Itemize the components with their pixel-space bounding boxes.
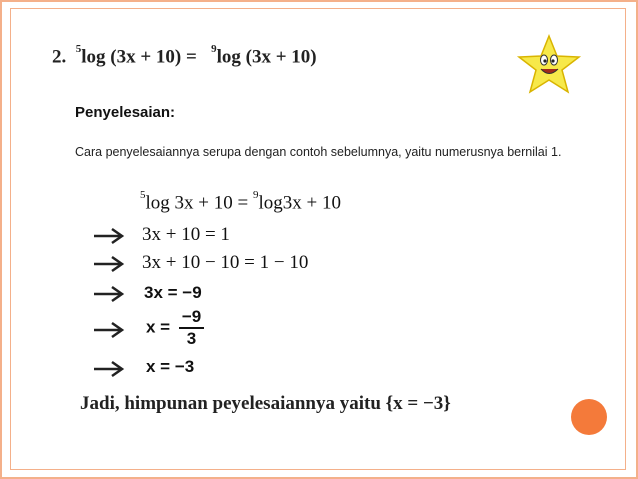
arrow-right-icon: [92, 227, 126, 245]
problem-number: 2.: [52, 46, 67, 68]
star-mascot-icon: [516, 34, 582, 94]
first-text-right: log3x + 10: [258, 192, 341, 214]
conclusion-text: Jadi, himpunan peyelesaiannya yaitu {x = −3}: [80, 393, 451, 414]
step-1: 3x + 10 = 1: [142, 224, 230, 245]
problem-log-right: log (3x + 10): [216, 46, 317, 68]
step-5: x = −3: [146, 357, 195, 376]
arrow-right-icon: [92, 360, 126, 378]
step-4: [146, 307, 204, 349]
decorative-orange-dot: [571, 399, 607, 435]
step-4-denominator: 3: [186, 329, 197, 348]
problem-log-left: log (3x + 10) =: [81, 46, 197, 68]
arrow-right-icon: [92, 255, 126, 273]
first-base-left: 5: [140, 189, 146, 201]
step-2: 3x + 10 − 10 = 1 − 10: [142, 252, 309, 273]
arrow-right-icon: [92, 321, 126, 339]
solution-heading: Penyelesaian:: [75, 104, 176, 121]
first-text-left: log 3x + 10 =: [145, 192, 249, 214]
problem-base-right: 9: [211, 43, 217, 55]
step-4-numerator: −9: [179, 307, 204, 329]
arrow-right-icon: [92, 285, 126, 303]
problem-base-left: 5: [75, 43, 82, 55]
solution-paragraph: Cara penyelesaiannya serupa dengan contoh sebelumnya, yaitu numerusnya bernilai 1.: [75, 145, 562, 159]
step-3: 3x = −9: [144, 283, 202, 302]
problem-statement: [52, 43, 317, 68]
step-4-lhs: x =: [146, 317, 171, 337]
equation-first: [140, 189, 341, 214]
first-base-right: 9: [252, 189, 259, 201]
step-4-fraction: [179, 307, 204, 349]
